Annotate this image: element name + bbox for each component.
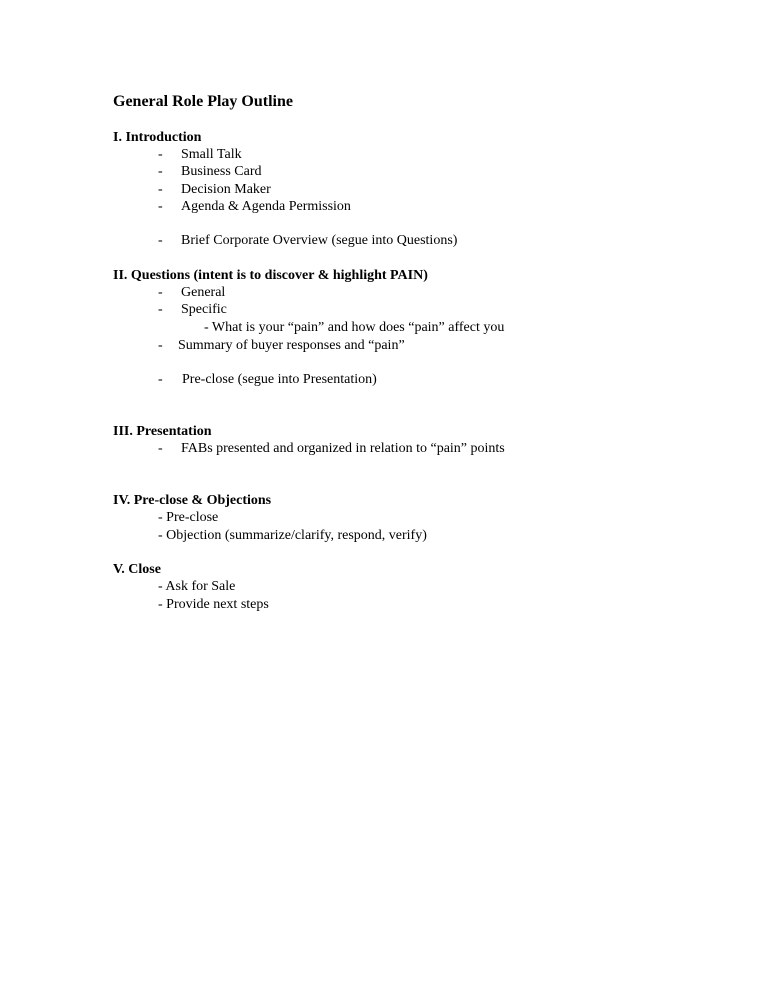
list-item: Specific — [181, 302, 227, 317]
bullet-dash: - — [158, 233, 163, 248]
bullet-dash: - — [158, 302, 163, 317]
list-item: Small Talk — [181, 147, 242, 162]
bullet-dash: - — [158, 199, 163, 214]
list-item: Brief Corporate Overview (segue into Questions) — [181, 233, 458, 248]
section-heading-introduction: I. Introduction — [113, 130, 202, 145]
list-item: Pre-close (segue into Presentation) — [182, 372, 377, 387]
bullet-dash: - — [158, 372, 163, 387]
list-item: Agenda & Agenda Permission — [181, 199, 351, 214]
list-item: Business Card — [181, 164, 262, 179]
section-heading-pre-close-objections: IV. Pre-close & Objections — [113, 493, 272, 508]
bullet-dash: - — [158, 338, 163, 353]
document-title: General Role Play Outline — [113, 93, 293, 110]
list-item: - Provide next steps — [158, 597, 269, 612]
section-heading-presentation: III. Presentation — [113, 424, 212, 439]
list-item: Decision Maker — [181, 182, 271, 197]
list-item: - Pre-close — [158, 510, 219, 525]
section-heading-close: V. Close — [113, 562, 161, 577]
list-item: FABs presented and organized in relation to “pain” points — [181, 441, 505, 456]
list-item: Summary of buyer responses and “pain” — [178, 338, 405, 353]
bullet-dash: - — [158, 147, 163, 162]
bullet-dash: - — [158, 182, 163, 197]
bullet-dash: - — [158, 441, 163, 456]
section-heading-questions: II. Questions (intent is to discover & highlight PAIN) — [113, 268, 428, 283]
list-item: - Objection (summarize/clarify, respond, verify) — [158, 528, 427, 543]
sub-list-item: - What is your “pain” and how does “pain” affect you — [204, 320, 505, 335]
bullet-dash: - — [158, 164, 163, 179]
list-item: General — [181, 285, 226, 300]
bullet-dash: - — [158, 285, 163, 300]
list-item: - Ask for Sale — [158, 579, 236, 594]
